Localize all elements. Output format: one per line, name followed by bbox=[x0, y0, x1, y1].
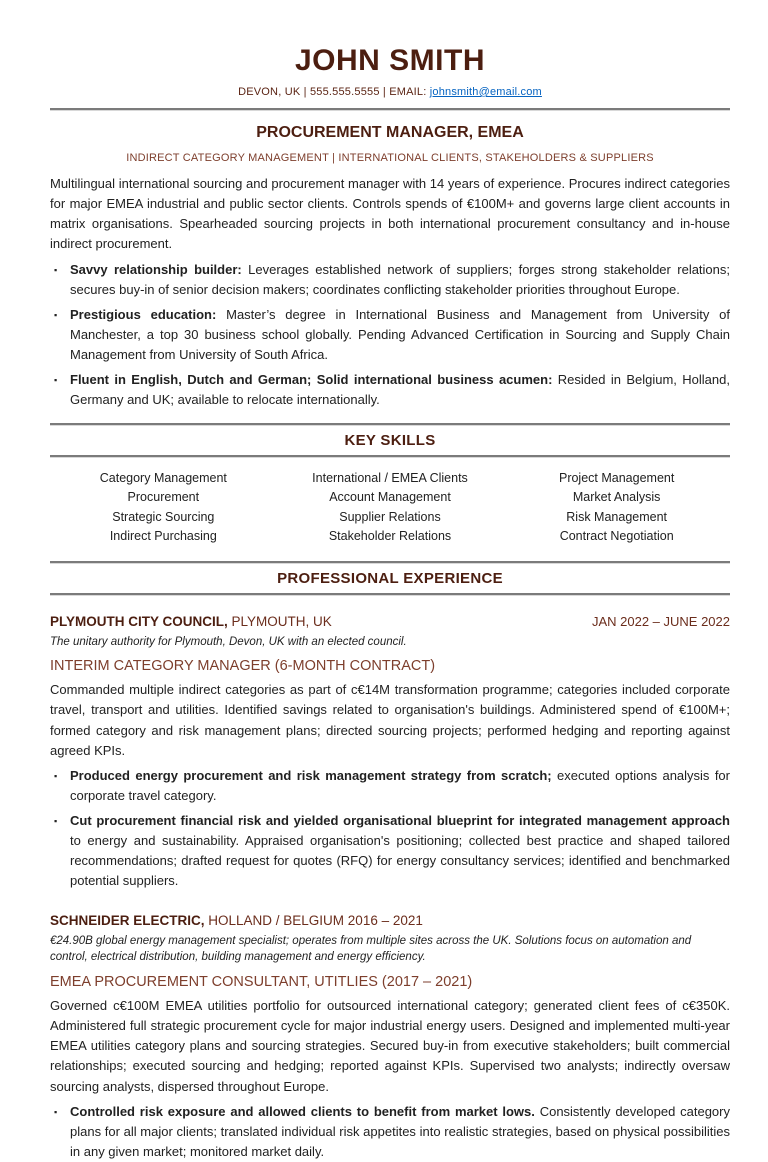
email-link[interactable]: johnsmith@email.com bbox=[429, 86, 542, 98]
header-divider bbox=[50, 108, 730, 111]
job-entry bbox=[50, 912, 730, 1162]
company-name: PLYMOUTH CITY COUNCIL, bbox=[50, 613, 228, 629]
employment-dates: JAN 2022 – JUNE 2022 bbox=[591, 613, 730, 629]
skill-item: Indirect Purchasing bbox=[109, 529, 217, 544]
resume-title: PROCUREMENT MANAGER, EMEA bbox=[256, 124, 524, 141]
job-title: INTERIM CATEGORY MANAGER (6-MONTH CONTRACT) bbox=[50, 658, 436, 675]
bullet-text: Leverages established network of suppliers; forges strong stakeholder relations; secures buy-in of senior decision makers; coordinates conflicting stakeholder priorities throughout Europe. bbox=[70, 261, 731, 297]
skills-column bbox=[50, 467, 277, 550]
bullet-lead: Fluent in English, Dutch and German; Solid international business acumen: bbox=[70, 372, 553, 388]
job-bullet-list bbox=[50, 1102, 730, 1162]
bullet-lead: Produced energy procurement and risk management strategy from scratch; bbox=[70, 767, 552, 783]
company-name: SCHNEIDER ELECTRIC, bbox=[50, 912, 205, 928]
bullet-icon: ▪ bbox=[54, 264, 58, 275]
contact-details: DEVON, UK | 555.555.5555 | EMAIL: bbox=[238, 86, 430, 98]
skill-item: Market Analysis bbox=[572, 490, 661, 505]
bullet-text: Consistently developed category plans for all major clients; translated individual risk appetites into realistic strategies, based on physical possibilities in any given market; monitored market daily. bbox=[70, 1103, 730, 1159]
bullet-text: to energy and sustainability. Appraised organisation's positioning; collected best practice and shaped tailored recommendations; drafted request for quotes (RFQ) for energy consultancy services; identified and benchmarked potential suppliers. bbox=[70, 833, 730, 889]
bullet-icon: ▪ bbox=[54, 375, 58, 386]
bullet-icon: ▪ bbox=[54, 1106, 58, 1117]
section-divider bbox=[50, 561, 730, 564]
candidate-name: JOHN SMITH bbox=[294, 44, 485, 77]
bullet-icon: ▪ bbox=[54, 309, 58, 320]
bullet-lead: Savvy relationship builder: bbox=[70, 261, 242, 277]
skill-item: Contract Negotiation bbox=[559, 529, 674, 544]
company-blurb: €24.90B global energy management specialist; operates from multiple sites across the UK. Solutions focus on automation and control, electrical distribution, building management and energy efficiency. bbox=[50, 934, 692, 964]
skill-item: Category Management bbox=[99, 470, 227, 485]
skill-item: Project Management bbox=[558, 470, 675, 485]
contact-line bbox=[50, 86, 730, 98]
bullet-lead: Cut procurement financial risk and yielded organisational blueprint for integrated management approach bbox=[70, 813, 730, 829]
bullet-lead: Prestigious education: bbox=[70, 306, 217, 322]
list-item bbox=[50, 811, 730, 892]
bullet-lead: Controlled risk exposure and allowed clients to benefit from market lows. bbox=[70, 1103, 535, 1119]
list-item bbox=[50, 1102, 730, 1162]
section-divider bbox=[50, 593, 730, 596]
list-item bbox=[50, 766, 730, 806]
bullet-text: Resided in Belgium, Holland, Germany and UK; available to relocate internationally. bbox=[70, 372, 730, 408]
company-location: PLYMOUTH, UK bbox=[227, 613, 332, 629]
bullet-icon: ▪ bbox=[54, 770, 58, 781]
job-description: Commanded multiple indirect categories as part of c€14M transformation programme; categories included corporate travel, transport and utilities. Identified savings related to organisation's buildings. Administered spend of €100M+; formed category and risk management plans; directed sourcing projects; performed hedging and reporting against agreed KPIs. bbox=[50, 682, 730, 758]
skills-column bbox=[277, 467, 504, 550]
summary-bullet-list bbox=[50, 260, 730, 411]
summary-paragraph: Multilingual international sourcing and procurement manager with 14 years of experience. Procures indirect categories for major EMEA industrial and public sector clients. Controls spends of €100M+ and governs large client accounts in matrix organisations. Spearheaded sourcing projects in both international procurement consultancy and in-house indirect procurement. bbox=[50, 176, 730, 252]
section-divider bbox=[50, 455, 730, 458]
bullet-icon: ▪ bbox=[54, 816, 58, 827]
skill-item: Account Management bbox=[329, 490, 451, 505]
list-item bbox=[50, 305, 730, 365]
skill-item: Supplier Relations bbox=[339, 509, 441, 524]
company-location: HOLLAND / BELGIUM 2016 – 2021 bbox=[204, 912, 423, 928]
list-item bbox=[50, 260, 730, 300]
job-description: Governed c€100M EMEA utilities portfolio for outsourced international category; generated client fees of c€350K. Administered full strategic procurement cycle for major industrial energy users. Designed and implemented multi-year EMEA utilities category plans and sourcing strategies. Secured buy-in from executive stakeholders; built commercial relationships; executed sourcing and hedging; reported against KPIs. Supervised two analysts; indirectly oversaw sourcing analysts, dispersed throughout Europe. bbox=[50, 997, 730, 1094]
key-skills-heading: KEY SKILLS bbox=[344, 431, 436, 449]
experience-heading: PROFESSIONAL EXPERIENCE bbox=[277, 569, 503, 587]
skill-item: Procurement bbox=[127, 490, 200, 505]
company-blurb: The unitary authority for Plymouth, Devon, UK with an elected council. bbox=[50, 635, 407, 648]
resume-subtitle: INDIRECT CATEGORY MANAGEMENT | INTERNATIONAL CLIENTS, STAKEHOLDERS & SUPPLIERS bbox=[126, 152, 654, 164]
key-skills-grid bbox=[50, 467, 730, 550]
skills-column bbox=[503, 467, 730, 550]
bullet-text: Master’s degree in International Business and Management from University of Manchester, a top 30 business school globally. Pending Advanced Certification in Sourcing and Supply Chain Management from University of South Africa. bbox=[70, 306, 731, 363]
skill-item: Strategic Sourcing bbox=[112, 509, 215, 524]
job-header bbox=[50, 613, 730, 631]
job-title: EMEA PROCUREMENT CONSULTANT, UTITLIES (2017 – 2021) bbox=[50, 973, 473, 990]
skill-item: Stakeholder Relations bbox=[328, 529, 452, 544]
section-divider bbox=[50, 423, 730, 426]
skill-item: International / EMEA Clients bbox=[312, 470, 468, 485]
job-bullet-list bbox=[50, 766, 730, 892]
bullet-text: executed options analysis for corporate travel category. bbox=[70, 767, 730, 803]
list-item bbox=[50, 370, 730, 410]
job-entry bbox=[50, 613, 730, 892]
job-header bbox=[50, 912, 730, 930]
skill-item: Risk Management bbox=[566, 509, 668, 524]
